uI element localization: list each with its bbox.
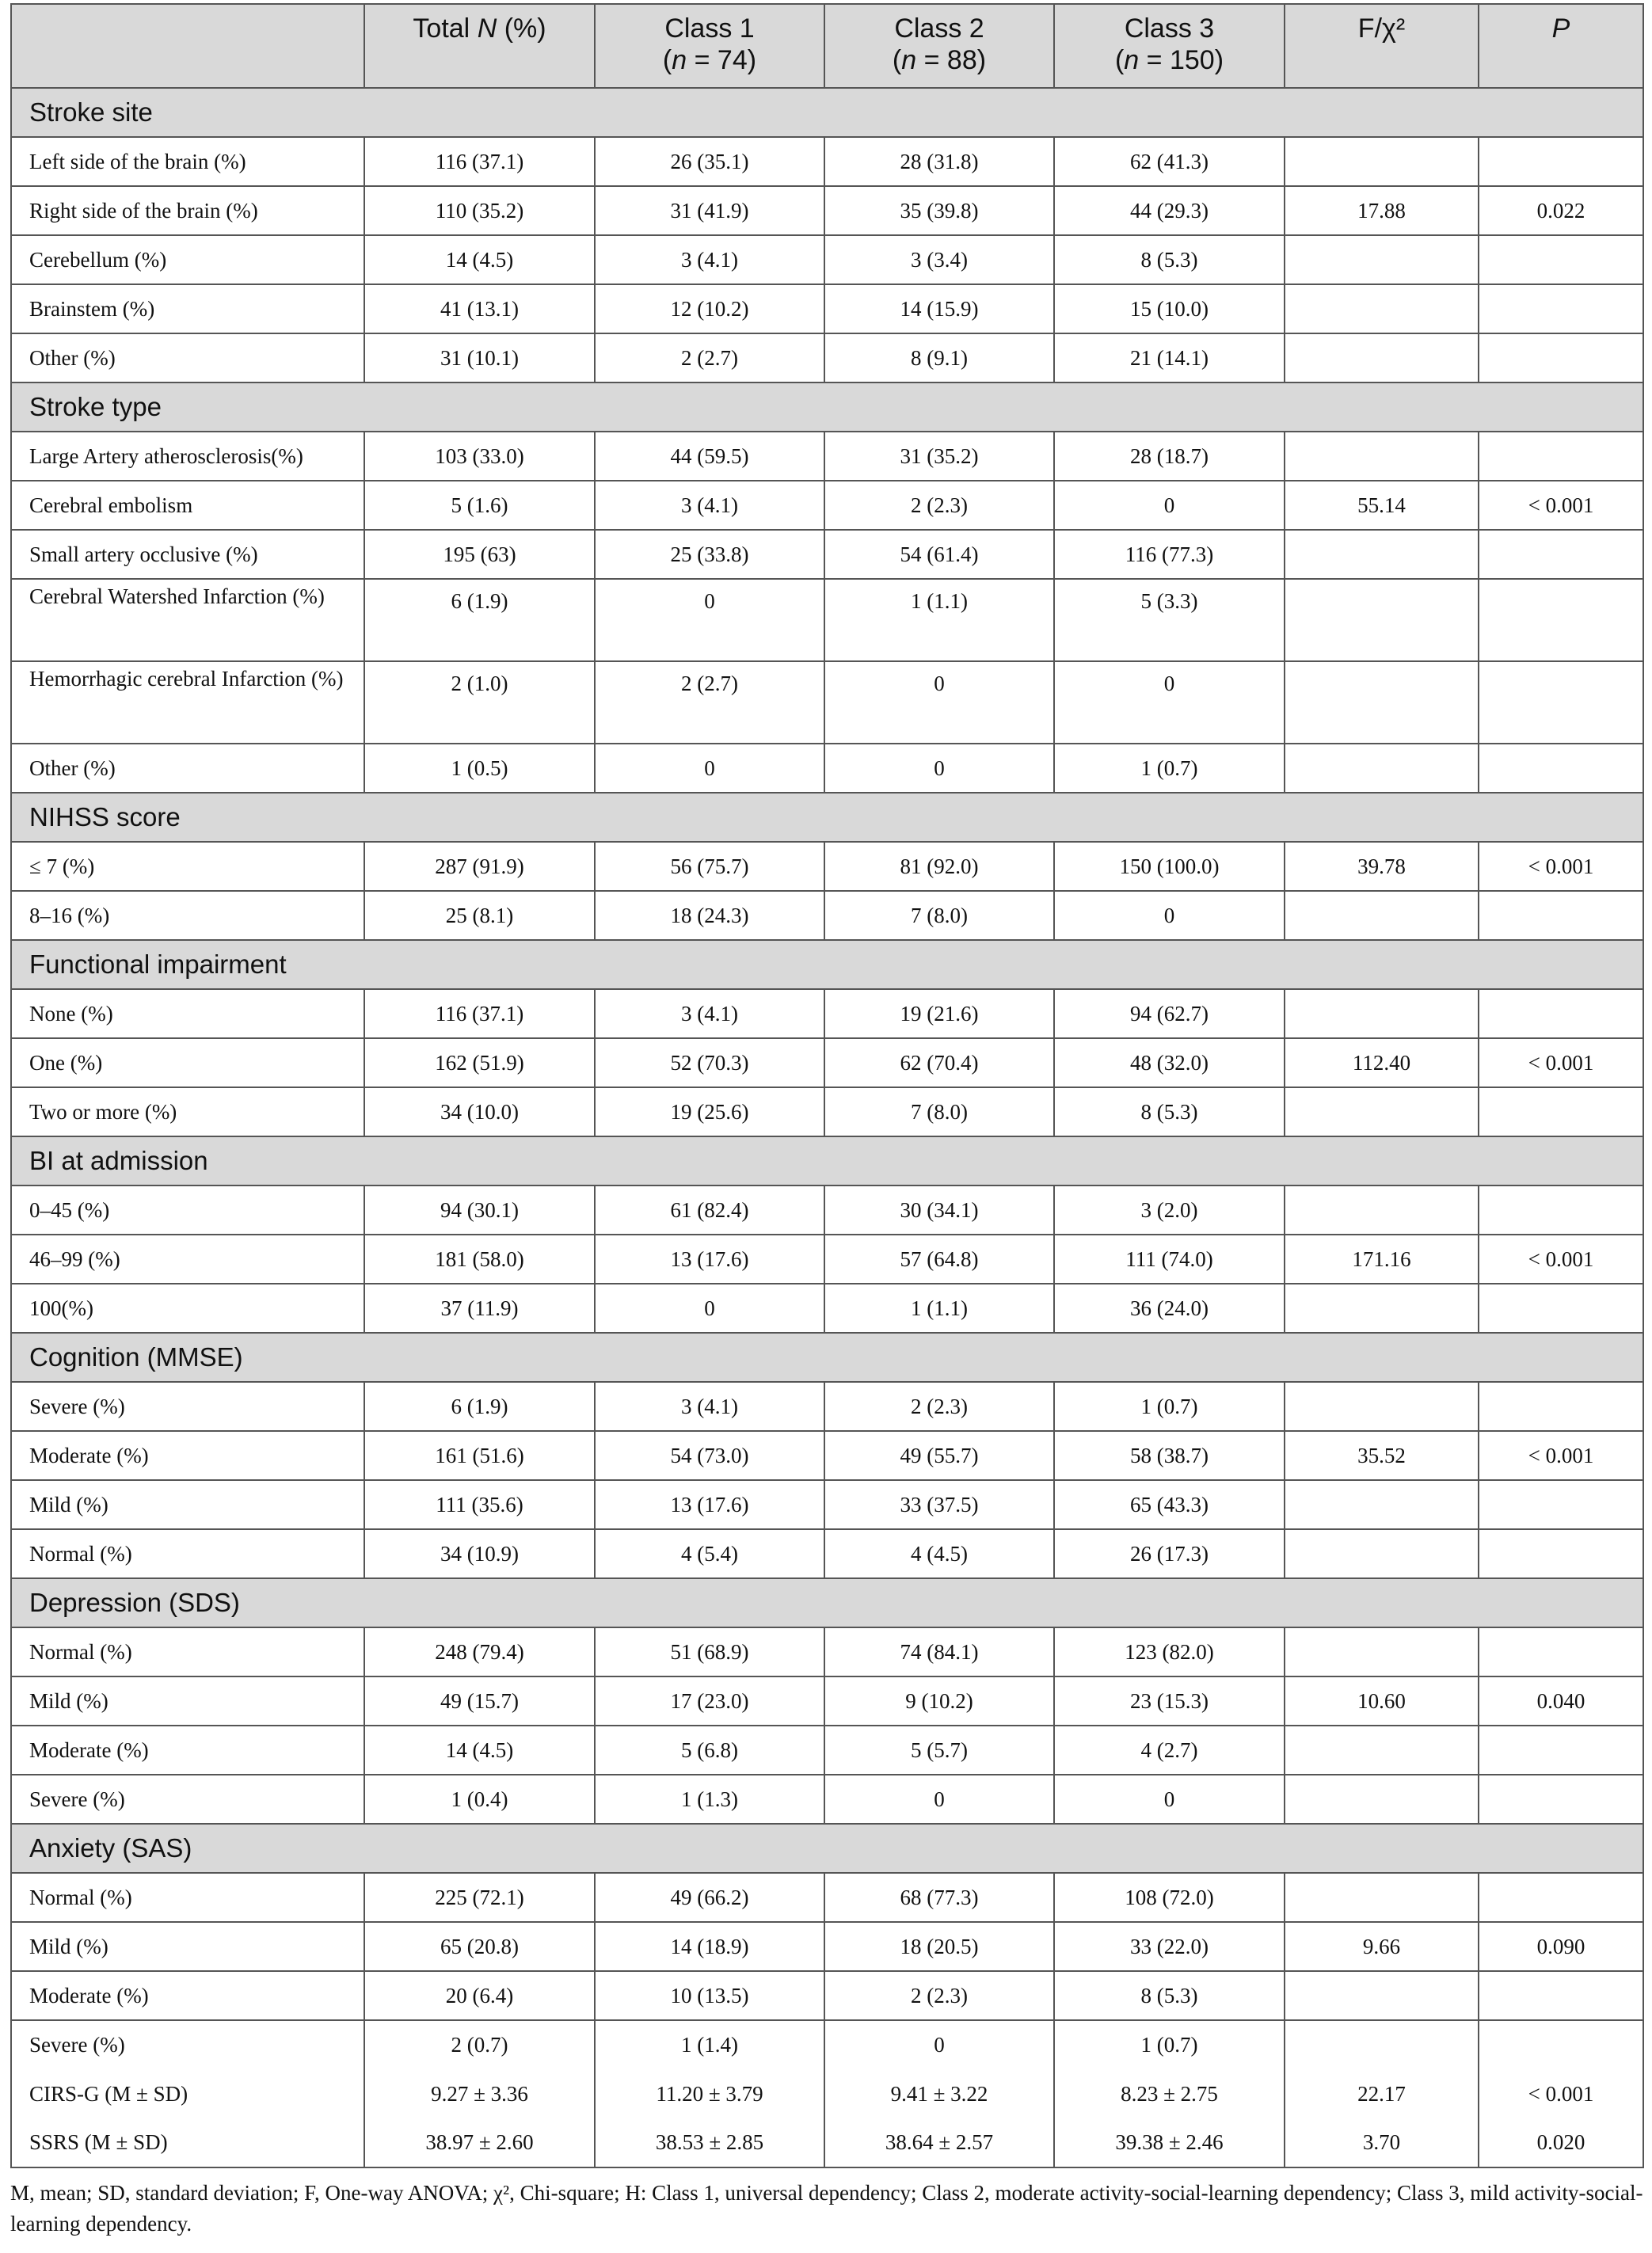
cell-class-3: 8.23 ± 2.75 (1054, 2069, 1285, 2118)
cell-total: 34 (10.0) (364, 1087, 595, 1136)
cell-stat (1285, 744, 1479, 793)
cell-class-2: 30 (34.1) (824, 1185, 1054, 1235)
cell-p: < 0.001 (1479, 1431, 1643, 1480)
table-row (11, 1284, 1643, 1333)
row-label: ≤ 7 (%) (11, 842, 364, 891)
cell-total: 195 (63) (364, 530, 595, 579)
cell-total: 14 (4.5) (364, 1726, 595, 1775)
row-label: Normal (%) (11, 1627, 364, 1676)
cell-class-2: 57 (64.8) (824, 1235, 1054, 1284)
cell-class-1: 54 (73.0) (595, 1431, 824, 1480)
cell-p (1479, 1480, 1643, 1529)
cell-class-3: 28 (18.7) (1054, 432, 1285, 481)
table-row (11, 989, 1643, 1038)
section-title: Functional impairment (11, 940, 1643, 989)
table-row (11, 1185, 1643, 1235)
cell-total: 34 (10.9) (364, 1529, 595, 1578)
cell-class-1: 13 (17.6) (595, 1480, 824, 1529)
cell-class-1: 13 (17.6) (595, 1235, 824, 1284)
cell-class-3: 8 (5.3) (1054, 1087, 1285, 1136)
row-label: Other (%) (11, 333, 364, 382)
cell-class-1: 26 (35.1) (595, 137, 824, 186)
row-label: Hemorrhagic cerebral Infarction (%) (11, 661, 364, 744)
class-3-n: (n = 150) (1114, 45, 1224, 75)
section-title: Cognition (MMSE) (11, 1333, 1643, 1382)
cell-stat (1285, 661, 1479, 744)
cell-p (1479, 1971, 1643, 2020)
cell-class-2: 9 (10.2) (824, 1676, 1054, 1726)
cell-stat (1285, 1971, 1479, 2020)
cell-total: 248 (79.4) (364, 1627, 595, 1676)
cell-total: 41 (13.1) (364, 284, 595, 333)
cell-stat (1285, 333, 1479, 382)
table-row (11, 579, 1643, 661)
cell-p: < 0.001 (1479, 1235, 1643, 1284)
cell-total: 94 (30.1) (364, 1185, 595, 1235)
cell-stat (1285, 1185, 1479, 1235)
cell-p (1479, 235, 1643, 284)
class-2-n: (n = 88) (892, 45, 987, 75)
cell-p (1479, 579, 1643, 661)
cell-p (1479, 1185, 1643, 1235)
cell-total: 37 (11.9) (364, 1284, 595, 1333)
cell-class-1: 19 (25.6) (595, 1087, 824, 1136)
section-header-row (11, 940, 1643, 989)
cell-class-2: 3 (3.4) (824, 235, 1054, 284)
section-header-row (11, 1136, 1643, 1185)
section-title: NIHSS score (11, 793, 1643, 842)
cell-p (1479, 333, 1643, 382)
row-label: Two or more (%) (11, 1087, 364, 1136)
cell-class-2: 0 (824, 2020, 1054, 2069)
table-row (11, 2069, 1643, 2118)
section-title: Stroke site (11, 88, 1643, 137)
cell-class-3: 116 (77.3) (1054, 530, 1285, 579)
cell-stat: 3.70 (1285, 2118, 1479, 2167)
header-class-3: Class 3 (n = 150) (1054, 4, 1285, 88)
row-label: Normal (%) (11, 1873, 364, 1922)
cell-class-1: 25 (33.8) (595, 530, 824, 579)
cell-class-3: 1 (0.7) (1054, 1382, 1285, 1431)
cell-total: 1 (0.4) (364, 1775, 595, 1824)
cell-class-2: 0 (824, 744, 1054, 793)
cell-stat (1285, 1627, 1479, 1676)
table-row (11, 2118, 1643, 2167)
cell-class-2: 9.41 ± 3.22 (824, 2069, 1054, 2118)
cell-stat: 22.17 (1285, 2069, 1479, 2118)
cell-p: < 0.001 (1479, 842, 1643, 891)
cell-class-3: 8 (5.3) (1054, 1971, 1285, 2020)
cell-class-3: 94 (62.7) (1054, 989, 1285, 1038)
cell-class-1: 2 (2.7) (595, 333, 824, 382)
table-row (11, 1087, 1643, 1136)
cell-p (1479, 661, 1643, 744)
table-row (11, 530, 1643, 579)
row-label: Cerebellum (%) (11, 235, 364, 284)
cell-class-1: 12 (10.2) (595, 284, 824, 333)
row-label: Normal (%) (11, 1529, 364, 1578)
cell-class-2: 81 (92.0) (824, 842, 1054, 891)
cell-class-3: 8 (5.3) (1054, 235, 1285, 284)
row-label: Other (%) (11, 744, 364, 793)
cell-total: 9.27 ± 3.36 (364, 2069, 595, 2118)
cell-class-3: 23 (15.3) (1054, 1676, 1285, 1726)
row-label: 8–16 (%) (11, 891, 364, 940)
table-row (11, 661, 1643, 744)
cell-class-1: 3 (4.1) (595, 481, 824, 530)
cell-class-3: 0 (1054, 891, 1285, 940)
cell-p (1479, 1382, 1643, 1431)
cell-p (1479, 137, 1643, 186)
cell-class-3: 44 (29.3) (1054, 186, 1285, 235)
cell-class-3: 36 (24.0) (1054, 1284, 1285, 1333)
row-label: Severe (%) (11, 2020, 364, 2069)
cell-stat (1285, 1382, 1479, 1431)
cell-p (1479, 2020, 1643, 2069)
row-label: Moderate (%) (11, 1431, 364, 1480)
table-row (11, 1922, 1643, 1971)
cell-p: < 0.001 (1479, 481, 1643, 530)
table-row (11, 2020, 1643, 2069)
section-title: BI at admission (11, 1136, 1643, 1185)
cell-p: 0.090 (1479, 1922, 1643, 1971)
cell-p (1479, 1529, 1643, 1578)
cell-stat: 10.60 (1285, 1676, 1479, 1726)
header-class-1: Class 1 (n = 74) (595, 4, 824, 88)
cell-stat (1285, 989, 1479, 1038)
cell-p (1479, 744, 1643, 793)
row-label: Mild (%) (11, 1922, 364, 1971)
cell-total: 162 (51.9) (364, 1038, 595, 1087)
cell-total: 287 (91.9) (364, 842, 595, 891)
cell-total: 2 (1.0) (364, 661, 595, 744)
section-header-row (11, 1824, 1643, 1873)
cell-stat: 35.52 (1285, 1431, 1479, 1480)
cell-total: 110 (35.2) (364, 186, 595, 235)
cell-class-1: 44 (59.5) (595, 432, 824, 481)
table-row (11, 1038, 1643, 1087)
cell-class-3: 150 (100.0) (1054, 842, 1285, 891)
results-table-document (10, 3, 1642, 2240)
cell-stat: 9.66 (1285, 1922, 1479, 1971)
cell-class-3: 26 (17.3) (1054, 1529, 1285, 1578)
cell-total: 6 (1.9) (364, 1382, 595, 1431)
cell-class-2: 18 (20.5) (824, 1922, 1054, 1971)
table-row (11, 842, 1643, 891)
cell-stat: 171.16 (1285, 1235, 1479, 1284)
cell-stat: 39.78 (1285, 842, 1479, 891)
cell-class-1: 17 (23.0) (595, 1676, 824, 1726)
cell-stat (1285, 1726, 1479, 1775)
cell-stat (1285, 137, 1479, 186)
cell-class-3: 111 (74.0) (1054, 1235, 1285, 1284)
cell-class-3: 108 (72.0) (1054, 1873, 1285, 1922)
cell-class-2: 8 (9.1) (824, 333, 1054, 382)
cell-class-1: 14 (18.9) (595, 1922, 824, 1971)
table-row (11, 1627, 1643, 1676)
cell-class-1: 3 (4.1) (595, 1382, 824, 1431)
cell-class-2: 28 (31.8) (824, 137, 1054, 186)
cell-stat (1285, 1284, 1479, 1333)
cell-total: 25 (8.1) (364, 891, 595, 940)
cell-class-2: 14 (15.9) (824, 284, 1054, 333)
cell-class-1: 11.20 ± 3.79 (595, 2069, 824, 2118)
row-label: CIRS-G (M ± SD) (11, 2069, 364, 2118)
cell-stat: 112.40 (1285, 1038, 1479, 1087)
row-label: 46–99 (%) (11, 1235, 364, 1284)
cell-class-3: 0 (1054, 661, 1285, 744)
cell-stat (1285, 1480, 1479, 1529)
cell-stat (1285, 2020, 1479, 2069)
cell-class-1: 4 (5.4) (595, 1529, 824, 1578)
row-label: One (%) (11, 1038, 364, 1087)
cell-p: 0.020 (1479, 2118, 1643, 2167)
cell-p (1479, 1087, 1643, 1136)
cell-class-3: 1 (0.7) (1054, 744, 1285, 793)
header-class-2: Class 2 (n = 88) (824, 4, 1054, 88)
row-label: Cerebral embolism (11, 481, 364, 530)
cell-class-2: 33 (37.5) (824, 1480, 1054, 1529)
cell-class-1: 49 (66.2) (595, 1873, 824, 1922)
row-label: Large Artery atherosclerosis(%) (11, 432, 364, 481)
table-row (11, 1235, 1643, 1284)
cell-class-2: 49 (55.7) (824, 1431, 1054, 1480)
cell-p (1479, 989, 1643, 1038)
row-label: 100(%) (11, 1284, 364, 1333)
row-label: Brainstem (%) (11, 284, 364, 333)
cell-stat (1285, 1087, 1479, 1136)
cell-class-2: 2 (2.3) (824, 1382, 1054, 1431)
row-label: Mild (%) (11, 1480, 364, 1529)
cell-stat (1285, 235, 1479, 284)
section-header-row (11, 382, 1643, 432)
cell-stat: 17.88 (1285, 186, 1479, 235)
cell-total: 1 (0.5) (364, 744, 595, 793)
cell-class-3: 65 (43.3) (1054, 1480, 1285, 1529)
table-row (11, 1775, 1643, 1824)
cell-class-2: 35 (39.8) (824, 186, 1054, 235)
cell-stat: 55.14 (1285, 481, 1479, 530)
cell-class-3: 48 (32.0) (1054, 1038, 1285, 1087)
cell-class-2: 54 (61.4) (824, 530, 1054, 579)
cell-class-3: 5 (3.3) (1054, 579, 1285, 661)
section-header-row (11, 793, 1643, 842)
cell-class-1: 51 (68.9) (595, 1627, 824, 1676)
row-label: Moderate (%) (11, 1971, 364, 2020)
header-total: Total N (%) (364, 4, 595, 88)
section-title: Depression (SDS) (11, 1578, 1643, 1627)
table-row (11, 1676, 1643, 1726)
table-row (11, 284, 1643, 333)
cell-class-3: 15 (10.0) (1054, 284, 1285, 333)
cell-class-1: 52 (70.3) (595, 1038, 824, 1087)
cell-total: 161 (51.6) (364, 1431, 595, 1480)
table-row (11, 235, 1643, 284)
cell-class-1: 1 (1.3) (595, 1775, 824, 1824)
cell-class-1: 61 (82.4) (595, 1185, 824, 1235)
table-row (11, 891, 1643, 940)
cell-class-2: 7 (8.0) (824, 891, 1054, 940)
cell-total: 31 (10.1) (364, 333, 595, 382)
cell-class-1: 10 (13.5) (595, 1971, 824, 2020)
cell-class-3: 123 (82.0) (1054, 1627, 1285, 1676)
cell-class-2: 4 (4.5) (824, 1529, 1054, 1578)
row-label: Left side of the brain (%) (11, 137, 364, 186)
cell-stat (1285, 1873, 1479, 1922)
cell-stat (1285, 530, 1479, 579)
cell-class-3: 58 (38.7) (1054, 1431, 1285, 1480)
row-label: Severe (%) (11, 1382, 364, 1431)
table-footnote: M, mean; SD, standard deviation; F, One-way ANOVA; χ², Chi-square; H: Class 1, universal dependency; Class 2, moderate activity-social-learning dependency; Class 3, mild activity-social-learning dependency. (10, 2181, 1643, 2236)
cell-class-1: 38.53 ± 2.85 (595, 2118, 824, 2167)
cell-class-2: 0 (824, 661, 1054, 744)
cell-p (1479, 1726, 1643, 1775)
cell-total: 111 (35.6) (364, 1480, 595, 1529)
table-row (11, 1382, 1643, 1431)
cell-class-3: 39.38 ± 2.46 (1054, 2118, 1285, 2167)
table-row (11, 1480, 1643, 1529)
cell-p (1479, 1775, 1643, 1824)
cell-class-3: 4 (2.7) (1054, 1726, 1285, 1775)
cell-p (1479, 530, 1643, 579)
cell-stat (1285, 891, 1479, 940)
cell-total: 6 (1.9) (364, 579, 595, 661)
section-header-row (11, 1333, 1643, 1382)
row-label: Moderate (%) (11, 1726, 364, 1775)
cell-class-2: 68 (77.3) (824, 1873, 1054, 1922)
cell-class-1: 0 (595, 579, 824, 661)
cell-total: 225 (72.1) (364, 1873, 595, 1922)
cell-total: 116 (37.1) (364, 989, 595, 1038)
row-label: Severe (%) (11, 1775, 364, 1824)
cell-stat (1285, 284, 1479, 333)
cell-p (1479, 432, 1643, 481)
class-1-n: (n = 74) (662, 45, 757, 75)
cell-class-3: 0 (1054, 1775, 1285, 1824)
row-label: Right side of the brain (%) (11, 186, 364, 235)
table-row (11, 333, 1643, 382)
cell-total: 181 (58.0) (364, 1235, 595, 1284)
cell-stat (1285, 1529, 1479, 1578)
cell-p (1479, 1627, 1643, 1676)
row-label: None (%) (11, 989, 364, 1038)
table-row (11, 1726, 1643, 1775)
table-row (11, 432, 1643, 481)
cell-class-1: 1 (1.4) (595, 2020, 824, 2069)
cell-class-1: 56 (75.7) (595, 842, 824, 891)
cell-class-2: 2 (2.3) (824, 1971, 1054, 2020)
cell-class-2: 19 (21.6) (824, 989, 1054, 1038)
section-title: Stroke type (11, 382, 1643, 432)
row-label: SSRS (M ± SD) (11, 2118, 364, 2167)
cell-p (1479, 891, 1643, 940)
table-header-row (11, 4, 1643, 88)
cell-p (1479, 1873, 1643, 1922)
table-body (11, 88, 1643, 2167)
cell-total: 5 (1.6) (364, 481, 595, 530)
cell-total: 38.97 ± 2.60 (364, 2118, 595, 2167)
cell-class-2: 62 (70.4) (824, 1038, 1054, 1087)
cell-p: 0.022 (1479, 186, 1643, 235)
section-title: Anxiety (SAS) (11, 1824, 1643, 1873)
cell-class-3: 62 (41.3) (1054, 137, 1285, 186)
cell-total: 103 (33.0) (364, 432, 595, 481)
cell-class-3: 33 (22.0) (1054, 1922, 1285, 1971)
cell-stat (1285, 1775, 1479, 1824)
cell-total: 116 (37.1) (364, 137, 595, 186)
cell-class-1: 31 (41.9) (595, 186, 824, 235)
cell-class-2: 7 (8.0) (824, 1087, 1054, 1136)
cell-p: < 0.001 (1479, 1038, 1643, 1087)
row-label: Mild (%) (11, 1676, 364, 1726)
cell-class-2: 31 (35.2) (824, 432, 1054, 481)
table-row (11, 137, 1643, 186)
cell-total: 20 (6.4) (364, 1971, 595, 2020)
cell-total: 2 (0.7) (364, 2020, 595, 2069)
cell-class-2: 5 (5.7) (824, 1726, 1054, 1775)
cell-class-2: 1 (1.1) (824, 1284, 1054, 1333)
cell-class-2: 74 (84.1) (824, 1627, 1054, 1676)
cell-class-1: 5 (6.8) (595, 1726, 824, 1775)
cell-class-1: 3 (4.1) (595, 235, 824, 284)
section-header-row (11, 1578, 1643, 1627)
cell-class-1: 0 (595, 744, 824, 793)
cell-stat (1285, 432, 1479, 481)
cell-p (1479, 284, 1643, 333)
cell-total: 65 (20.8) (364, 1922, 595, 1971)
table-row (11, 481, 1643, 530)
table-row (11, 1529, 1643, 1578)
header-p: P (1479, 4, 1643, 88)
section-header-row (11, 88, 1643, 137)
row-label: 0–45 (%) (11, 1185, 364, 1235)
cell-class-2: 0 (824, 1775, 1054, 1824)
table-row (11, 186, 1643, 235)
table-row (11, 744, 1643, 793)
header-variable (11, 4, 364, 88)
table-row (11, 1873, 1643, 1922)
cell-p (1479, 1284, 1643, 1333)
cell-class-3: 21 (14.1) (1054, 333, 1285, 382)
results-table (10, 3, 1644, 2168)
table-row (11, 1971, 1643, 2020)
cell-p: 0.040 (1479, 1676, 1643, 1726)
row-label: Small artery occlusive (%) (11, 530, 364, 579)
cell-class-1: 2 (2.7) (595, 661, 824, 744)
cell-class-2: 1 (1.1) (824, 579, 1054, 661)
cell-class-1: 18 (24.3) (595, 891, 824, 940)
cell-p: < 0.001 (1479, 2069, 1643, 2118)
cell-class-1: 0 (595, 1284, 824, 1333)
cell-class-3: 3 (2.0) (1054, 1185, 1285, 1235)
cell-class-1: 3 (4.1) (595, 989, 824, 1038)
cell-class-2: 38.64 ± 2.57 (824, 2118, 1054, 2167)
table-row (11, 1431, 1643, 1480)
header-stat: F/χ² (1285, 4, 1479, 88)
cell-total: 14 (4.5) (364, 235, 595, 284)
cell-total: 49 (15.7) (364, 1676, 595, 1726)
cell-class-3: 0 (1054, 481, 1285, 530)
row-label: Cerebral Watershed Infarction (%) (11, 579, 364, 661)
cell-class-3: 1 (0.7) (1054, 2020, 1285, 2069)
cell-class-2: 2 (2.3) (824, 481, 1054, 530)
cell-stat (1285, 579, 1479, 661)
